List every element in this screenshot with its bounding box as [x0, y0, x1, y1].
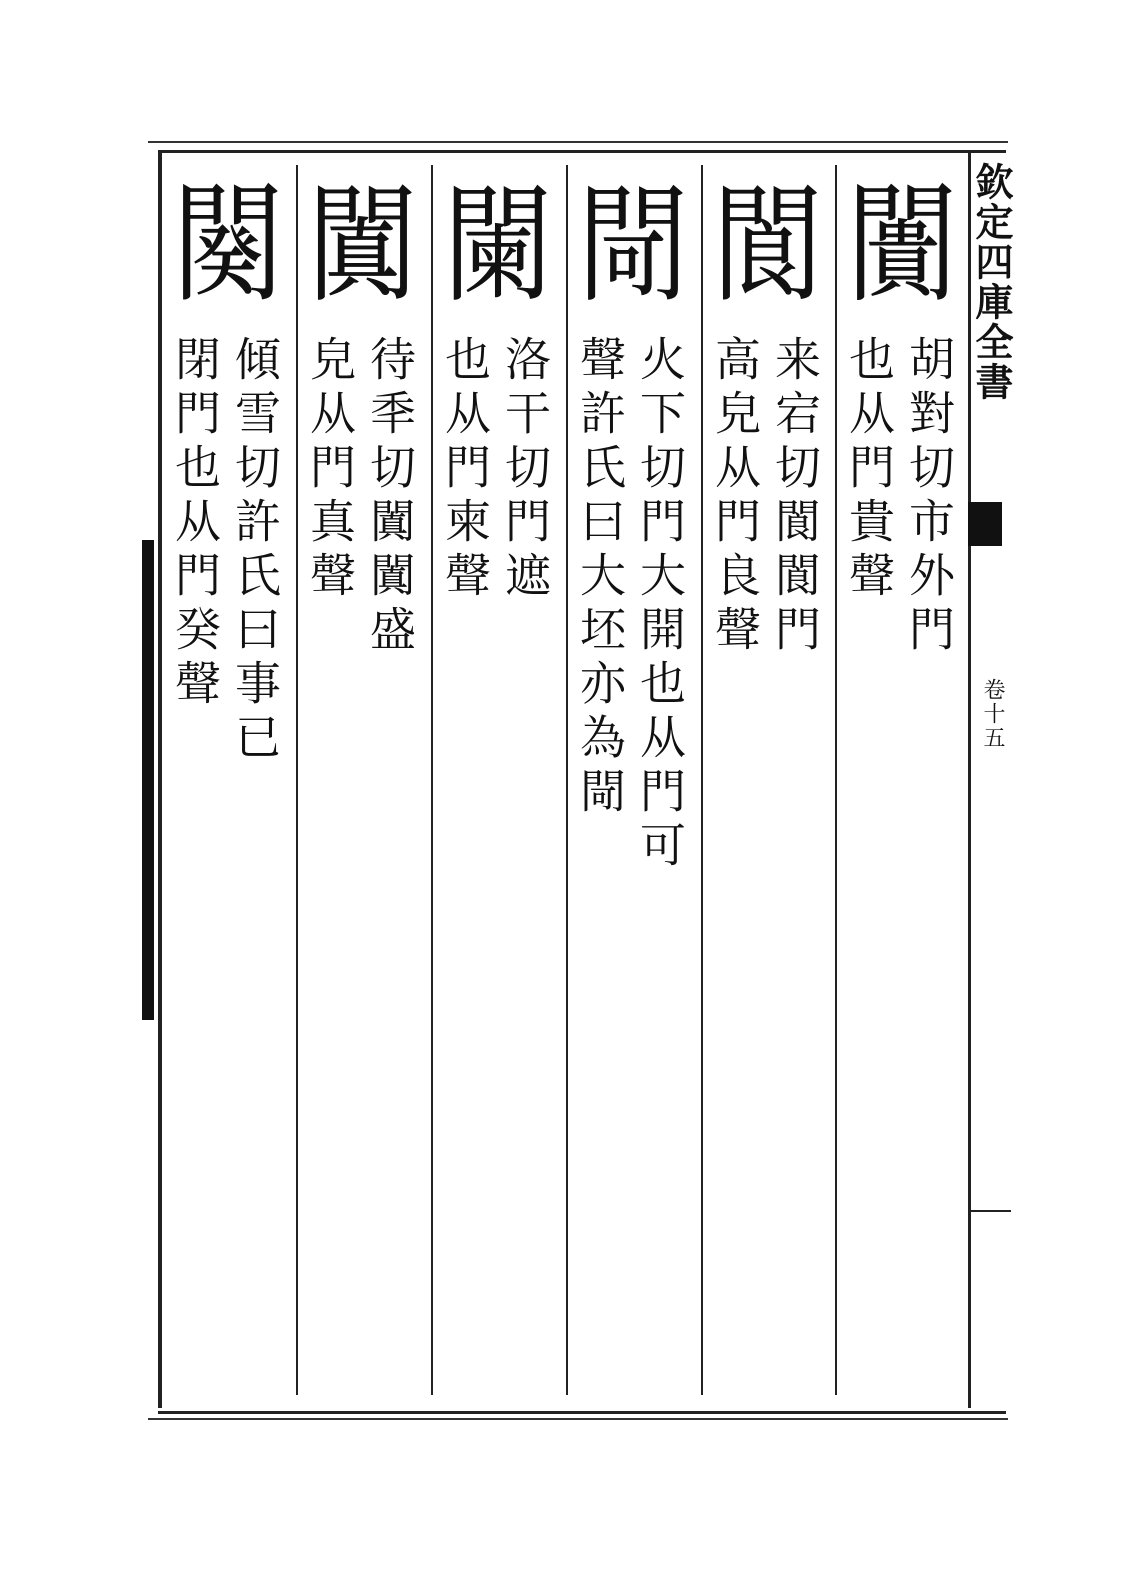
entry-line: 傾雪切許氏曰事已	[228, 335, 282, 767]
volume-label: 卷十五	[980, 678, 1005, 750]
seal-character: 閜	[577, 171, 689, 321]
margin-tick	[971, 1210, 1011, 1212]
seal-character: 閬	[712, 171, 824, 321]
frame-left-border	[158, 150, 162, 1408]
bottom-rule	[148, 1418, 1008, 1420]
entry-column	[163, 165, 293, 1395]
entry-line: 胡對切市外門	[902, 335, 956, 659]
entry-column	[703, 165, 833, 1395]
seal-character: 闠	[846, 171, 958, 321]
entry-line: 高皃从門良聲	[708, 335, 762, 659]
entry-line: 閉門也从門癸聲	[168, 335, 222, 713]
entry-line: 聲許氏曰大坯亦為閜	[573, 335, 627, 821]
entry-line: 洛干切門遮	[498, 335, 552, 605]
seal-character: 闐	[307, 171, 419, 321]
entry-line: 来宕切閬閬門	[768, 335, 822, 659]
entry-line: 也从門貴聲	[842, 335, 896, 605]
entry-line: 待秊切闐闐盛	[363, 335, 417, 659]
page-margin	[968, 150, 1014, 1408]
top-rule	[148, 141, 1008, 143]
binding-bar	[142, 540, 154, 1020]
entry-column	[568, 165, 698, 1395]
entry-line: 皃从門真聲	[303, 335, 357, 605]
book-title: 欽定四庫全書	[969, 162, 1014, 402]
seal-character: 闌	[442, 171, 554, 321]
entry-column	[298, 165, 428, 1395]
entry-line: 火下切門大開也从門可	[633, 335, 687, 875]
fish-tail-mark	[968, 502, 1002, 546]
entry-column	[433, 165, 563, 1395]
seal-character: 闋	[172, 171, 284, 321]
entry-column	[837, 165, 967, 1395]
entry-line: 也从門柬聲	[438, 335, 492, 605]
